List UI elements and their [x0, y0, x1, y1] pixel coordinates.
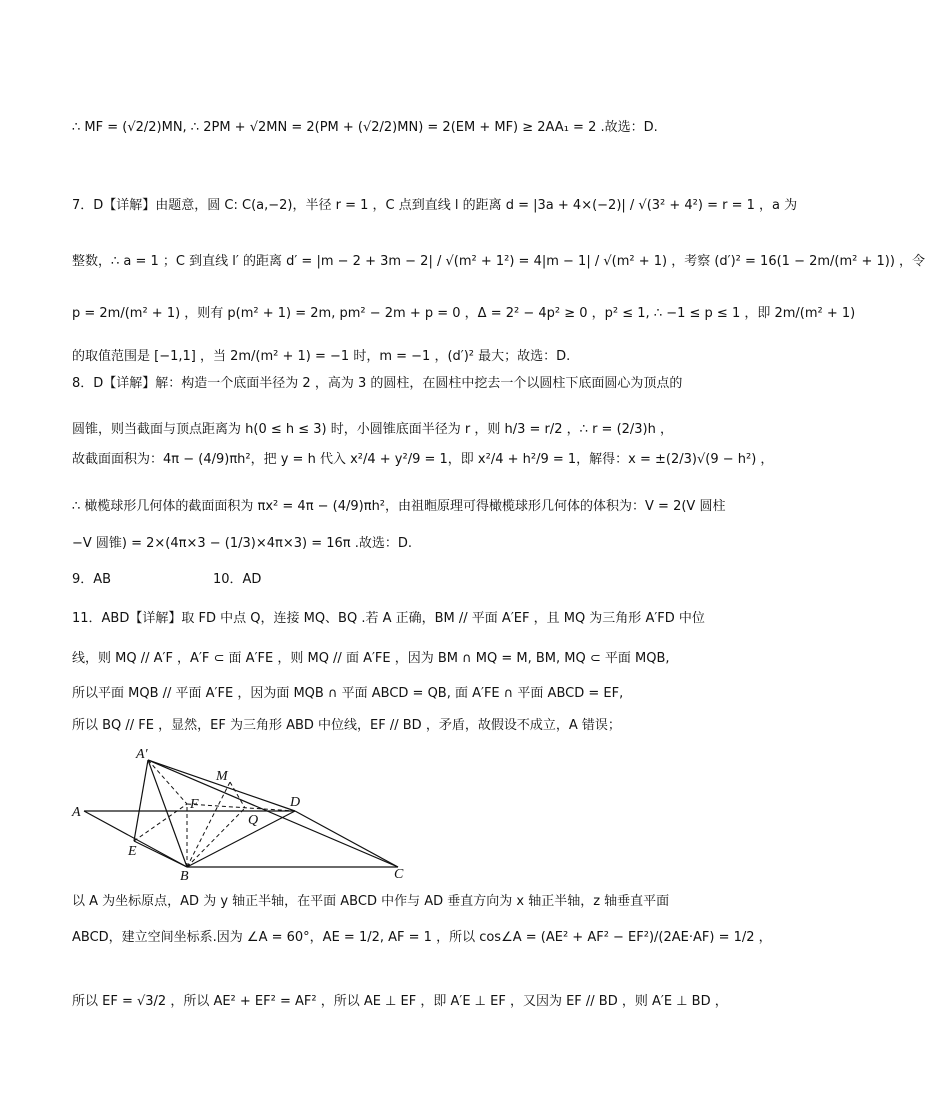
label-B: B — [180, 869, 189, 884]
answer-11-line-2: 线，则 MQ // A′F ，A′F ⊂ 面 A′FE ，则 MQ // 面 A′FE ，因为 BM ∩ MQ = M, BM, MQ ⊂ 平面 MQB, — [72, 651, 670, 666]
label-M: M — [216, 769, 228, 784]
edge-DC — [295, 811, 398, 867]
label-Q: Q — [248, 813, 259, 828]
label-F: F — [190, 797, 199, 812]
dashed-MQ — [230, 782, 245, 808]
answer-11-line-6: ABCD，建立空间坐标系.因为 ∠A = 60°，AE = 1/2, AF = 1 ，所以 cos∠A = (AE² + AF² − EF²)/(2AE·AF) = 1/2 ， — [72, 930, 772, 945]
answer-7-line-3: p = 2m/(m² + 1) ，则有 p(m² + 1) = 2m, pm² − 2m + p = 0 ，Δ = 2² − 4p² ≥ 0 ，p² ≤ 1, ∴ −1 ≤ p ≤ 1 ，即 2m/(m² + 1) — [72, 306, 856, 321]
answer-7-line-2: 整数，∴ a = 1 ；C 到直线 l′ 的距离 d′ = |m − 2 + 3m − 2| / √(m² + 1²) = 4|m − 1| / √(m² + 1) ，考察 (d′)² = 16(1 − 2m/(m² + 1)) ，令 — [72, 254, 925, 269]
edge-A1C — [148, 760, 398, 867]
label-D: D — [290, 795, 301, 810]
edge-A1D — [148, 760, 295, 811]
edge-A1E — [134, 760, 148, 841]
dashed-EF — [134, 804, 187, 841]
edge-BD — [187, 811, 295, 867]
geometry-figure — [70, 742, 410, 882]
label-E: E — [128, 844, 137, 859]
answer-11-line-7: 所以 EF = √3/2 ，所以 AE² + EF² = AF² ，所以 AE ⊥ EF ，即 A′E ⊥ EF ，又因为 EF // BD ，则 A′E ⊥ BD ， — [72, 994, 728, 1009]
answer-8-line-4: ∴ 橄榄球形几何体的截面面积为 πx² = 4π − (4/9)πh²，由祖暅原理可得橄榄球形几何体的体积为：V = 2(V 圆柱 — [72, 499, 726, 514]
answer-8-line-2: 圆锥，则当截面与顶点距离为 h(0 ≤ h ≤ 3) 时，小圆锥底面半径为 r ，则 h/3 = r/2 ，∴ r = (2/3)h ， — [72, 422, 674, 437]
answer-8-line-1: 8．D【详解】解：构造一个底面半径为 2 ，高为 3 的圆柱，在圆柱中挖去一个以圆柱下底面圆心为顶点的 — [72, 376, 683, 391]
answer-10: 10．AD — [213, 572, 262, 587]
label-A1: A′ — [136, 747, 148, 762]
answer-11-line-4: 所以 BQ // FE ，显然，EF 为三角形 ABD 中位线，EF // BD ，矛盾，故假设不成立，A 错误； — [72, 718, 621, 733]
answer-7-line-1: 7．D【详解】由题意，圆 C: C(a,−2)，半径 r = 1 ，C 点到直线 l 的距离 d = |3a + 4×(−2)| / √(3² + 4²) = r = 1 ，a 为 — [72, 198, 798, 213]
answer-11-line-3: 所以平面 MQB // 平面 A′FE ，因为面 MQB ∩ 平面 ABCD = QB, 面 A′FE ∩ 平面 ABCD = EF, — [72, 686, 624, 701]
answer-8-line-3: 故截面面积为：4π − (4/9)πh²，把 y = h 代入 x²/4 + y²/9 = 1，即 x²/4 + h²/9 = 1，解得：x = ±(2/3)√(9 − h²) ， — [72, 452, 774, 467]
answer-11-line-1: 11．ABD【详解】取 FD 中点 Q，连接 MQ、BQ .若 A 正确，BM // 平面 A′EF ，且 MQ 为三角形 A′FD 中位 — [72, 611, 705, 626]
dashed-BM — [187, 782, 230, 867]
answer-7-line-4: 的取值范围是 [−1,1] ，当 2m/(m² + 1) = −1 时，m = −1 ，(d′)² 最大；故选：D. — [72, 349, 571, 364]
answer-9: 9．AB — [72, 572, 112, 587]
answer-8-line-5: −V 圆锥) = 2×(4π×3 − (1/3)×4π×3) = 16π .故选：D. — [72, 536, 413, 551]
dashed-BQ — [187, 808, 245, 867]
label-A: A — [72, 805, 81, 820]
answer-11-line-5: 以 A 为坐标原点，AD 为 y 轴正半轴，在平面 ABCD 中作与 AD 垂直方向为 x 轴正半轴，z 轴垂直平面 — [72, 894, 670, 909]
answer-6-tail: ∴ MF = (√2/2)MN, ∴ 2PM + √2MN = 2(PM + (√2/2)MN) = 2(EM + MF) ≥ 2AA₁ = 2 .故选：D. — [72, 120, 658, 135]
label-C: C — [394, 867, 404, 882]
